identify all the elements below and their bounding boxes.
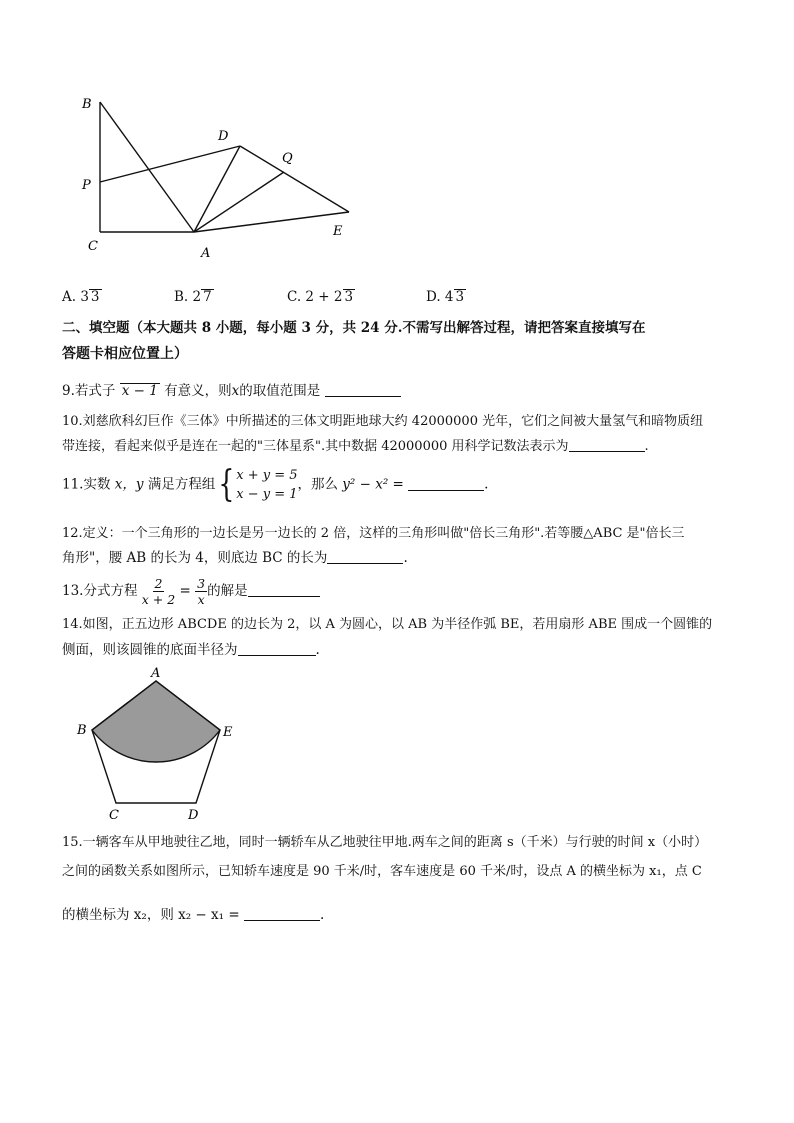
q10-end: .	[644, 439, 649, 454]
question-10-line2	[62, 436, 649, 458]
q11-vars: x，y	[114, 476, 144, 493]
q11-answer-blank[interactable]	[408, 476, 484, 491]
sector-abe	[92, 681, 220, 762]
q8-option-d	[426, 286, 466, 308]
q11-equation-system	[215, 466, 297, 504]
q13-text-1: 13.分式方程	[62, 583, 138, 599]
q11-expression: y² − x² =	[342, 476, 404, 493]
q13-f2-num: 3	[197, 576, 206, 591]
label-e: E	[333, 224, 343, 239]
q12-answer-blank[interactable]	[327, 549, 403, 564]
label-a: A	[151, 666, 161, 681]
label-p: P	[82, 178, 91, 193]
segment-de	[240, 146, 349, 212]
segment-ae	[194, 212, 349, 232]
question-15-line3	[62, 904, 324, 926]
q15-end: .	[319, 907, 325, 923]
question-15-line1: 15.一辆客车从甲地驶往乙地，同时一辆轿车从乙地驶往甲地.两车之间的距离 s（千米）与行驶的时间 x（小时）	[62, 835, 708, 850]
label-c: C	[88, 239, 98, 254]
label-c: C	[109, 808, 119, 823]
q13-answer-blank[interactable]	[248, 582, 320, 597]
q9-radical: x − 1	[121, 383, 158, 399]
q12-end: .	[403, 550, 408, 566]
q10-answer-blank[interactable]	[569, 437, 645, 452]
question-12-line2	[62, 547, 408, 569]
label-a: A	[201, 246, 211, 261]
question-15-line2: 之间的函数关系如图所示，已知轿车速度是 90 千米/时，客车速度是 60 千米/时，设点 A 的横坐标为 x₁，点 C	[62, 864, 702, 879]
q9-text-2: 有意义，则	[164, 383, 232, 399]
question-11	[62, 466, 488, 504]
q15-answer-blank[interactable]	[244, 906, 320, 921]
q9-text-1: 9.若式子	[62, 383, 116, 399]
q11-eq1: x + y = 5	[236, 468, 298, 483]
label-d: D	[188, 808, 199, 823]
q8-option-a	[62, 286, 102, 308]
geometry-figure-2-pentagon	[70, 664, 245, 824]
option-b-radical: 7	[203, 289, 212, 305]
option-c-prefix: C. 2 + 2	[287, 289, 343, 305]
q13-fraction-2	[195, 576, 207, 607]
q12-text: 角形"，腰 AB 的长为 4，则底边 BC 的长为	[62, 550, 328, 566]
option-d-prefix: D. 4	[426, 289, 454, 305]
question-13	[62, 576, 320, 607]
q10-text: 带连接，看起来似乎是连在一起的"三体星系".其中数据 42000000 用科学记数法表示为	[62, 439, 569, 454]
label-d: D	[218, 129, 229, 144]
label-b: B	[82, 97, 92, 112]
q14-end: .	[315, 642, 320, 658]
option-b-prefix: B. 2	[174, 289, 202, 305]
q11-text-2: 满足方程组	[147, 476, 216, 493]
question-14-line2	[62, 639, 320, 661]
label-b: B	[77, 723, 87, 738]
q15-text: 的横坐标为 x₂，则 x₂ − x₁ =	[62, 907, 240, 923]
label-q: Q	[282, 151, 293, 166]
q14-text: 侧面，则该圆锥的底面半径为	[62, 642, 238, 658]
q11-brace: {	[218, 464, 235, 505]
q13-f1-num: 2	[154, 576, 163, 591]
q13-equals: =	[179, 583, 191, 599]
question-12-line1: 12.定义：一个三角形的一边长是另一边长的 2 倍，这样的三角形叫做"倍长三角形".若等腰△ABC 是"倍长三	[62, 526, 685, 541]
q9-text-3: 的取值范围是	[239, 383, 321, 399]
q13-fraction-1	[142, 576, 175, 607]
section2-heading-line2: 答题卡相应位置上）	[62, 346, 188, 362]
q13-text-2: 的解是	[207, 583, 248, 599]
q9-answer-blank[interactable]	[325, 382, 401, 397]
option-d-radical: 3	[455, 289, 465, 305]
segment-pd	[100, 146, 240, 182]
q11-text-3: ，那么	[297, 476, 338, 493]
option-a-radical: 3	[90, 289, 100, 305]
label-e: E	[223, 725, 233, 740]
q13-f1-den: x + 2	[141, 592, 176, 607]
q8-option-c	[287, 286, 355, 308]
q14-answer-blank[interactable]	[238, 641, 316, 656]
geometry-figure-1	[60, 90, 370, 265]
segment-ad	[194, 146, 240, 232]
segment-aq	[194, 172, 284, 232]
q11-text-1: 11.实数	[62, 476, 111, 493]
q11-eq2: x − y = 1	[236, 487, 298, 502]
option-a-prefix: A. 3	[62, 289, 89, 305]
question-10-line1: 10.刘慈欣科幻巨作《三体》中所描述的三体文明距地球大约 42000000 光年，它们之间被大量氢气和暗物质纽	[62, 414, 704, 429]
section2-heading-line1: 二、填空题（本大题共 8 小题，每小题 3 分，共 24 分.不需写出解答过程，请把答案直接填写在	[62, 320, 646, 336]
question-14-line1: 14.如图，正五边形 ABCDE 的边长为 2，以 A 为圆心，以 AB 为半径作弧 BE，若用扇形 ABE 围成一个圆锥的	[62, 617, 713, 632]
q9-var: x	[231, 383, 240, 399]
q8-option-b	[174, 286, 214, 308]
q11-end: .	[484, 476, 489, 493]
segment-ba	[100, 102, 194, 232]
question-9	[62, 380, 401, 402]
q13-f2-den: x	[197, 592, 205, 607]
option-c-radical: 3	[344, 289, 354, 305]
